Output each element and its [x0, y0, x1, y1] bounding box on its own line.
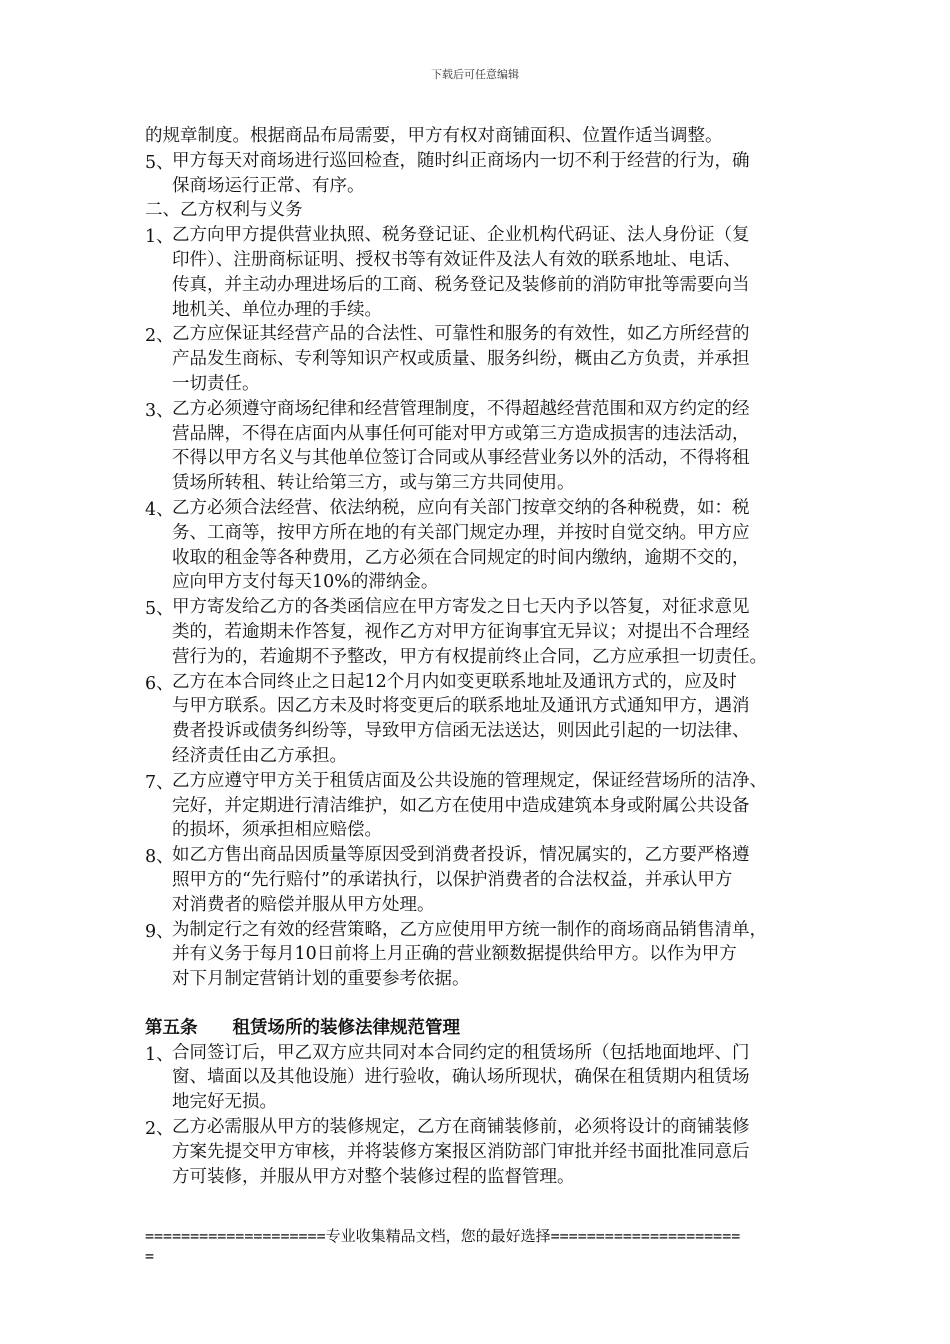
text-line: 乙方向甲方提供营业执照、税务登记证、企业机构代码证、法人身份证（复 — [172, 225, 750, 246]
text-line: 第五条 租赁场所的装修法律规范管理 — [145, 1017, 460, 1038]
numbered-clause — [145, 670, 815, 769]
section-gap — [145, 992, 815, 1016]
text-line: 并有义务于每月10日前将上月正确的营业额数据提供给甲方。以作为甲方 — [172, 944, 737, 965]
numbered-clause — [145, 595, 815, 669]
text-line: 应向甲方支付每天10%的滞纳金。 — [172, 572, 439, 593]
numbered-clause — [145, 223, 815, 322]
text-line: 乙方必需服从甲方的装修规定，乙方在商铺装修前，必须将设计的商铺装修 — [172, 1117, 750, 1138]
text-line: 的规章制度。根据商品布局需要，甲方有权对商铺面积、位置作适当调整。 — [145, 126, 723, 146]
page-header: 下载后可任意编辑 — [431, 68, 519, 81]
text-line: 方可装修，并服从甲方对整个装修过程的监督管理。 — [172, 1166, 575, 1187]
text-line: 方案先提交甲方审核，并将装修方案报区消防部门审批并经书面批准同意后 — [172, 1141, 750, 1162]
text-line: 保商场运行正常、有序。 — [172, 175, 365, 196]
text-line: 赁场所转租、转让给第三方，或与第三方共同使用。 — [172, 473, 575, 494]
page-footer — [145, 1226, 815, 1266]
text-line: 对下月制定营销计划的重要参考依据。 — [172, 969, 470, 990]
numbered-clause — [145, 322, 815, 396]
text-line: 照甲方的“先行赔付”的承诺执行，以保护消费者的合法权益，并承认甲方 — [172, 869, 733, 890]
text-line: 一切责任。 — [172, 373, 260, 394]
text-line: 不得以甲方名义与其他单位签订合同或从事经营业务以外的活动，不得将租 — [172, 448, 750, 469]
clause-number: 7、 — [145, 772, 174, 793]
text-line: 乙方必须遵守商场纪律和经营管理制度，不得超越经营范围和双方约定的经 — [172, 398, 750, 419]
text-line: 类的，若逾期未作答复，视作乙方对甲方征询事宜无异议；对提出不合理经 — [172, 621, 750, 642]
article-heading — [145, 1016, 815, 1041]
text-line: 地完好无损。 — [172, 1092, 277, 1113]
text-line: 印件）、注册商标证明、授权书等有效证件及法人有效的联系地址、电话、 — [172, 249, 741, 270]
text-line: 如乙方售出商品因质量等原因受到消费者投诉，情况属实的，乙方要严格遵 — [172, 845, 750, 866]
text-line: 经济责任由乙方承担。 — [172, 745, 347, 766]
clause-number: 4、 — [145, 499, 174, 520]
text-line: 完好，并定期进行清洁维护，如乙方在使用中造成建筑本身或附属公共设备 — [172, 795, 750, 816]
text-line: 与甲方联系。因乙方未及时将变更后的联系地址及通讯方式通知甲方，遇消 — [172, 696, 750, 717]
numbered-clause — [145, 1115, 815, 1189]
text-line: 收取的租金等各种费用，乙方必须在合同规定的时间内缴纳，逾期不交的， — [172, 547, 750, 568]
document-body — [145, 124, 815, 1189]
text-line: 地机关、单位办理的手续。 — [172, 299, 382, 320]
clause-number: 9、 — [145, 921, 174, 942]
clause-number: 2、 — [145, 1119, 174, 1140]
clause-number: 2、 — [145, 326, 174, 347]
clause-number: 1、 — [145, 227, 174, 248]
clause-number: 5、 — [145, 152, 174, 173]
text-line: 务、工商等，按甲方所在地的有关部门规定办理，并按时自觉交纳。甲方应 — [172, 522, 750, 543]
clause-number: 8、 — [145, 847, 174, 868]
text-line: 二、乙方权利与义务 — [145, 200, 303, 221]
footer-banner: ====================专业收集精品文档，您的最好选择===================== — [145, 1227, 741, 1245]
numbered-clause — [145, 918, 815, 992]
text-line: 的损坏，须承担相应赔偿。 — [172, 820, 382, 841]
text-line: 窗、墙面以及其他设施）进行验收，确认场所现状，确保在租赁期内租赁场 — [172, 1067, 750, 1088]
continued-paragraph — [145, 124, 815, 149]
footer-banner-continuation: = — [145, 1247, 155, 1265]
clause-number: 5、 — [145, 599, 174, 620]
text-line: 对消费者的赔偿并服从甲方处理。 — [172, 894, 435, 915]
text-line: 为制定行之有效的经营策略，乙方应使用甲方统一制作的商场商品销售清单， — [172, 919, 767, 940]
text-line: 乙方应遵守甲方关于租赁店面及公共设施的管理规定，保证经营场所的洁净、 — [172, 770, 767, 791]
numbered-clause — [145, 769, 815, 843]
text-line: 费者投诉或债务纠纷等，导致甲方信函无法送达，则因此引起的一切法律、 — [172, 721, 750, 742]
numbered-clause — [145, 1041, 815, 1115]
text-line: 营品牌，不得在店面内从事任何可能对甲方或第三方造成损害的违法活动， — [172, 423, 750, 444]
text-line: 传真，并主动办理进场后的工商、税务登记及装修前的消防审批等需要向当 — [172, 274, 750, 295]
numbered-clause — [145, 397, 815, 496]
text-line: 营行为的，若逾期不予整改，甲方有权提前终止合同，乙方应承担一切责任。 — [172, 646, 767, 667]
text-line: 甲方每天对商场进行巡回检查，随时纠正商场内一切不利于经营的行为，确 — [172, 150, 750, 171]
text-line: 合同签订后，甲乙双方应共同对本合同约定的租赁场所（包括地面地坪、门 — [172, 1042, 750, 1063]
numbered-clause — [145, 149, 815, 199]
text-line: 乙方必须合法经营、依法纳税，应向有关部门按章交纳的各种税费，如：税 — [172, 497, 750, 518]
clause-number: 3、 — [145, 400, 174, 421]
clause-number: 6、 — [145, 673, 174, 694]
text-line: 乙方应保证其经营产品的合法性、可靠性和服务的有效性，如乙方所经营的 — [172, 324, 750, 345]
numbered-clause — [145, 843, 815, 917]
numbered-clause — [145, 496, 815, 595]
text-line: 产品发生商标、专利等知识产权或质量、服务纠纷，概由乙方负责，并承担 — [172, 349, 750, 370]
clause-number: 1、 — [145, 1044, 174, 1065]
section-title — [145, 198, 815, 223]
text-line: 甲方寄发给乙方的各类函信应在甲方寄发之日七天内予以答复，对征求意见 — [172, 597, 750, 618]
text-line: 乙方在本合同终止之日起12个月内如变更联系地址及通讯方式的，应及时 — [172, 671, 737, 692]
